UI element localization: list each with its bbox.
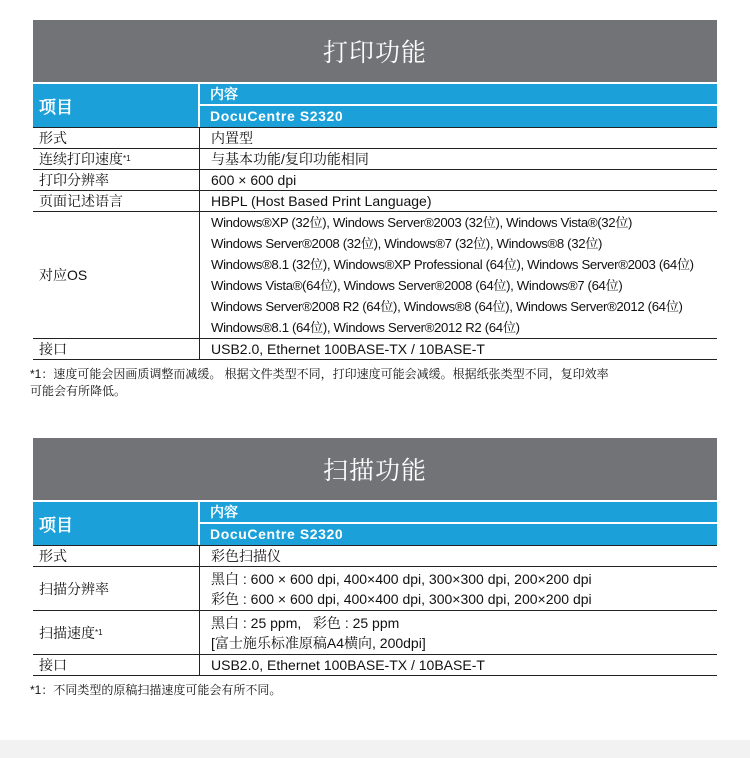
row-key: 打印分辨率 — [33, 170, 200, 190]
table-row — [33, 655, 717, 676]
row-value: HBPL (Host Based Print Language) — [211, 193, 432, 209]
scan-table-header — [33, 500, 717, 545]
scan-header-content: 内容 — [200, 502, 717, 524]
table-row — [33, 127, 717, 149]
scan-header-model: DocuCentre S2320 — [210, 526, 344, 542]
row-value: 内置型 — [211, 130, 253, 146]
scan-header-item: 项目 — [33, 502, 200, 545]
os-line: Windows Server®2008 R2 (64位), Windows®8 (64位), Windows Server®2012 (64位) — [211, 299, 683, 314]
row-key: 接口 — [33, 339, 200, 359]
scan-spec-section — [30, 438, 717, 699]
page-footer-band — [0, 740, 750, 758]
row-value: 黑白 : 25 ppm, 彩色 : 25 ppm — [211, 614, 400, 631]
os-line: Windows®8.1 (64位), Windows Server®2012 R2 (64位) — [211, 320, 520, 335]
print-header-model: DocuCentre S2320 — [210, 108, 344, 124]
row-key: 扫描速度 — [39, 624, 95, 641]
row-key: 形式 — [33, 546, 200, 566]
print-header-item: 项目 — [33, 84, 200, 127]
row-value: 黑白 : 600 × 600 dpi, 400×400 dpi, 300×300 dpi, 200×200 dpi — [211, 570, 592, 587]
row-key: 形式 — [33, 128, 200, 148]
table-row — [33, 191, 717, 212]
print-banner: 打印功能 — [33, 20, 717, 82]
print-table-header — [33, 82, 717, 127]
row-value: 与基本功能/复印功能相同 — [211, 151, 369, 167]
table-row: 扫描速度 *1 黑白 : 25 ppm, 彩色 : 25 ppm [富士施乐标准原稿A4横向, 200dpi] — [33, 611, 717, 655]
row-key: 对应OS — [33, 212, 200, 338]
scan-footnote: *1：不同类型的原稿扫描速度可能会有所不同。 — [30, 683, 282, 697]
table-row — [33, 545, 717, 567]
table-row — [33, 170, 717, 191]
row-value: USB2.0, Ethernet 100BASE-TX / 10BASE-T — [211, 341, 485, 357]
os-line: Windows®8.1 (32位), Windows®XP Professional (64位), Windows Server®2003 (64位) — [211, 257, 694, 272]
table-row: 连续打印速度 *1 与基本功能/复印功能相同 — [33, 149, 717, 170]
row-key: 扫描分辨率 — [33, 567, 200, 610]
row-value: 彩色扫描仪 — [211, 548, 281, 564]
print-footnote: *1：速度可能会因画质调整而减缓。 根据文件类型不同，打印速度可能会减缓。根据纸张类型不同，复印效率 可能会有所降低。 — [30, 367, 609, 398]
table-row-os — [33, 212, 717, 339]
scan-banner: 扫描功能 — [33, 438, 717, 500]
print-header-content: 内容 — [200, 84, 717, 106]
row-key: 接口 — [33, 655, 200, 675]
os-line: Windows Server®2008 (32位), Windows®7 (32位), Windows®8 (32位) — [211, 236, 603, 251]
row-value: [富士施乐标准原稿A4横向, 200dpi] — [211, 634, 426, 651]
print-spec-section — [30, 20, 717, 400]
row-value: 600 × 600 dpi — [211, 172, 297, 188]
row-value: 彩色 : 600 × 600 dpi, 400×400 dpi, 300×300 dpi, 200×200 dpi — [211, 590, 592, 607]
row-value: USB2.0, Ethernet 100BASE-TX / 10BASE-T — [211, 657, 485, 673]
row-key: 连续打印速度 — [39, 151, 123, 167]
os-line: Windows Vista®(64位), Windows Server®2008 (64位), Windows®7 (64位) — [211, 278, 623, 293]
row-key: 页面记述语言 — [33, 191, 200, 211]
table-row — [33, 567, 717, 611]
table-row — [33, 339, 717, 360]
os-line: Windows®XP (32位), Windows Server®2003 (32位), Windows Vista®(32位) — [211, 215, 633, 230]
